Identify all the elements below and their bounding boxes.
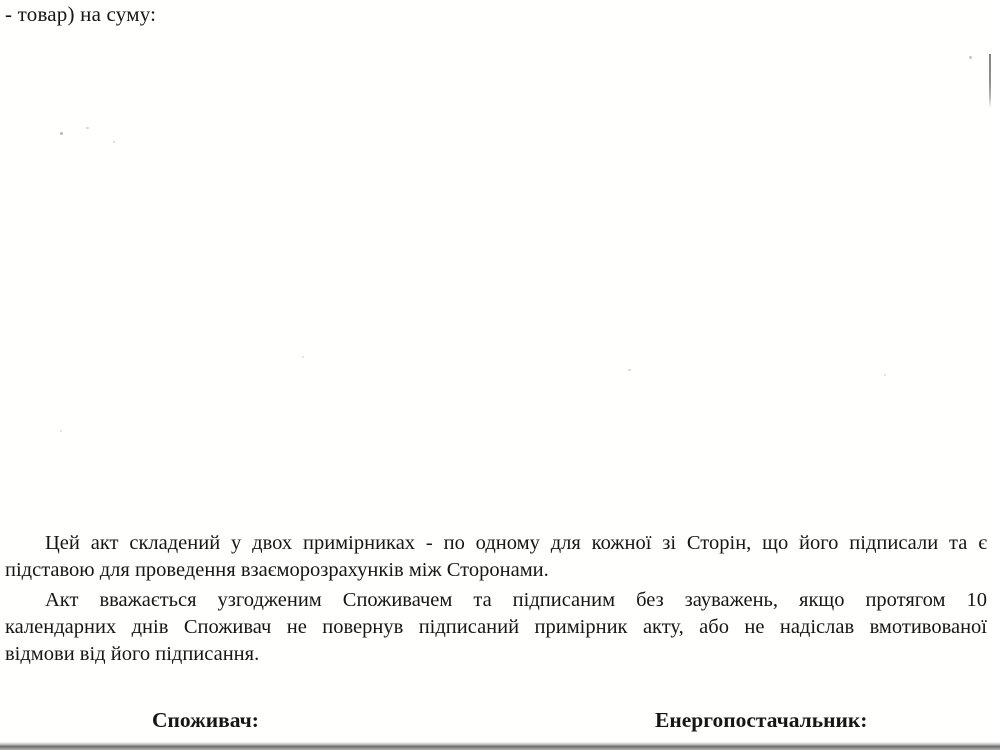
paragraph-line: Цей акт складений у двох примірниках - по одному для кожної зі Сторін, що його підписали та є [45,532,987,554]
scan-speck [113,141,115,143]
scan-speck [86,127,89,129]
consumer-signature-label: Споживач: [152,708,259,732]
scan-speck [969,56,972,59]
paragraph-line: Акт вважається узгодженим Споживачем та підписаним без зауважень, якщо протягом 10 [45,589,987,611]
paragraph-approval-clause [5,587,987,668]
paragraph-line: календарних днів Споживач не повернув підписаний примірник акту, або не надіслав вмотивованої [5,616,987,638]
scan-edge-bar [0,742,1000,750]
document-body-text [5,530,987,668]
signature-labels-row [0,708,1000,738]
document-header-fragment: - товар) на суму: [5,2,157,26]
paragraph-line: відмови від його підписання. [5,643,260,665]
scan-speck [60,430,62,432]
paragraph-copies-clause [5,530,987,584]
scan-artifact-vertical-line [989,54,991,108]
scan-speck [302,356,304,358]
supplier-signature-label: Енергопостачальник: [655,708,868,732]
paragraph-line: підставою для проведення взаєморозрахунків між Сторонами. [5,559,549,581]
scan-speck [60,132,63,135]
scan-speck [884,374,886,376]
scan-speck [628,369,631,371]
